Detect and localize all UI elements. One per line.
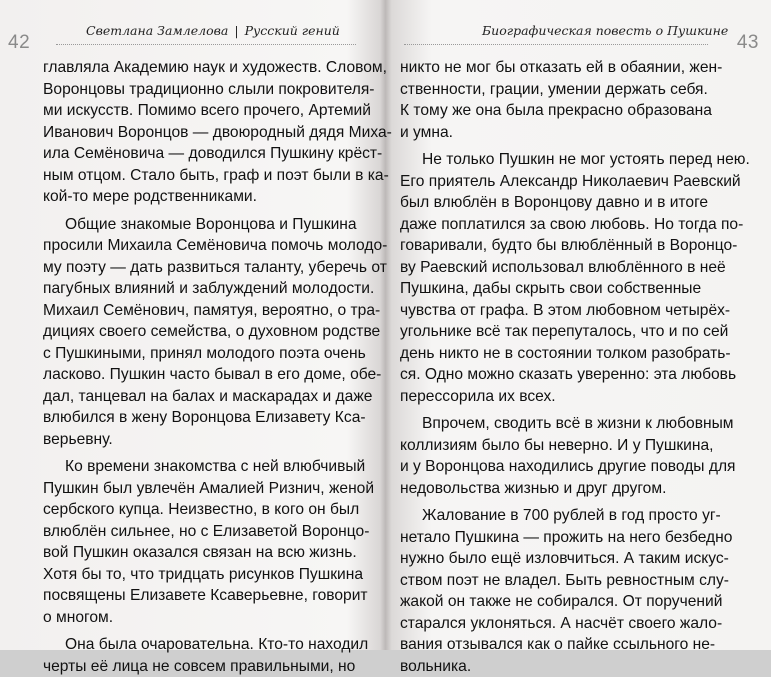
text-line: жакой он также не собирался. От поручений bbox=[400, 591, 720, 613]
text-line: ным отцом. Стало быть, граф и поэт были в ка- bbox=[43, 165, 363, 187]
text-line: влюбился в жену Воронцова Елизавету Кса- bbox=[43, 407, 363, 429]
text-line: нужно было ещё изловчиться. А таким искус- bbox=[400, 548, 720, 570]
text-line: Жалование в 700 рублей в год просто уг- bbox=[400, 505, 720, 527]
running-head: Биографическая повесть о Пушкине bbox=[482, 23, 728, 38]
left-page bbox=[0, 0, 382, 650]
text-line: и у Воронцова находились другие поводы для bbox=[400, 456, 720, 478]
text-line: вой Пушкин оказался связан на всю жизнь. bbox=[43, 542, 363, 564]
running-head-title: Русский гений bbox=[245, 23, 340, 38]
text-line: Михаил Семёнович, памятуя, вероятно, о тра- bbox=[43, 300, 363, 322]
page-number: 42 bbox=[8, 32, 30, 54]
text-line: старался уклоняться. А насчёт своего жало- bbox=[400, 613, 720, 635]
header-rule bbox=[56, 44, 356, 45]
text-line: главляла Академию наук и художеств. Словом, bbox=[43, 57, 363, 79]
text-line: ся. Одно можно сказать уверенно: эта любовь bbox=[400, 364, 720, 386]
running-head bbox=[86, 23, 340, 38]
text-line: ственности, грации, умении держать себя. bbox=[400, 79, 720, 101]
page-number: 43 bbox=[737, 32, 759, 54]
text-line: и умна. bbox=[400, 122, 720, 144]
text-line: верьевну. bbox=[43, 429, 363, 451]
text-line: никто не мог бы отказать ей в обаянии, жен- bbox=[400, 57, 720, 79]
text-line: Пушкина, дабы скрыть свои собственные bbox=[400, 278, 720, 300]
text-line: нетало Пушкина — прожить на него безбедно bbox=[400, 527, 720, 549]
text-line: Пушкин был увлечён Амалией Ризнич, женой bbox=[43, 478, 363, 500]
text-line: дал, танцевал на балах и маскарадах и даже bbox=[43, 386, 363, 408]
text-line: Иванович Воронцов — двоюродный дядя Миха- bbox=[43, 122, 363, 144]
paragraph bbox=[400, 413, 720, 499]
text-line: с Пушкиными, принял молодого поэта очень bbox=[43, 343, 363, 365]
text-line: ми искусств. Помимо всего прочего, Артемий bbox=[43, 100, 363, 122]
text-line: посвящены Елизавете Ксаверьевне, говорит bbox=[43, 585, 363, 607]
text-line: Ко времени знакомства с ней влюбчивый bbox=[43, 456, 363, 478]
text-line: ласково. Пушкин часто бывал в его доме, обе- bbox=[43, 364, 363, 386]
paragraph bbox=[43, 456, 363, 628]
text-line: ила Семёновича — доводился Пушкину крёст- bbox=[43, 143, 363, 165]
paragraph bbox=[43, 214, 363, 451]
text-line: Не только Пушкин не мог устоять перед нею. bbox=[400, 149, 720, 171]
text-line: Воронцовы традиционно слыли покровителя- bbox=[43, 79, 363, 101]
text-line: черты её лица не совсем правильными, но bbox=[43, 656, 363, 677]
running-head-author: Светлана Замлелова bbox=[86, 23, 228, 38]
text-line: вольника. bbox=[400, 656, 720, 677]
paragraph bbox=[400, 505, 720, 677]
text-line: К тому же она была прекрасно образована bbox=[400, 100, 720, 122]
text-line: Впрочем, сводить всё в жизни к любовным bbox=[400, 413, 720, 435]
body-text bbox=[43, 57, 363, 677]
paragraph bbox=[400, 149, 720, 407]
text-line: недовольства жизнью и друг другом. bbox=[400, 478, 720, 500]
text-line: угольнике всё так перепуталось, что и по сей bbox=[400, 321, 720, 343]
text-line: Она была очаровательна. Кто-то находил bbox=[43, 634, 363, 656]
text-line: влюблён сильнее, но с Елизаветой Воронцо- bbox=[43, 521, 363, 543]
text-line: коллизиям было бы неверно. И у Пушкина, bbox=[400, 435, 720, 457]
running-head-separator: | bbox=[234, 23, 238, 38]
text-line: пагубных влияний и заблуждений молодости. bbox=[43, 278, 363, 300]
text-line: Хотя бы то, что тридцать рисунков Пушкина bbox=[43, 564, 363, 586]
text-line: перессорила их всех. bbox=[400, 386, 720, 408]
text-line: вания отзывался как о пайке ссыльного не- bbox=[400, 634, 720, 656]
paragraph bbox=[400, 57, 720, 143]
text-line: кой-то мере родственниками. bbox=[43, 186, 363, 208]
text-line: дициях своего семейства, о духовном родстве bbox=[43, 321, 363, 343]
text-line: был влюблён в Воронцову давно и в итоге bbox=[400, 192, 720, 214]
text-line: ву Раевский использовал влюблённого в неё bbox=[400, 257, 720, 279]
body-text bbox=[400, 57, 720, 677]
text-line: Его приятель Александр Николаевич Раевский bbox=[400, 171, 720, 193]
text-line: просили Михаила Семёновича помочь молодо- bbox=[43, 235, 363, 257]
text-line: ством поэт не владел. Быть ревностным слу- bbox=[400, 570, 720, 592]
text-line: сербского купца. Неизвестно, в кого он был bbox=[43, 499, 363, 521]
header-rule bbox=[404, 44, 708, 45]
text-line: даже поплатился за свою любовь. Но тогда по- bbox=[400, 214, 720, 236]
text-line: день никто не в состоянии толком разобрать- bbox=[400, 343, 720, 365]
paragraph bbox=[43, 634, 363, 677]
text-line: Общие знакомые Воронцова и Пушкина bbox=[43, 214, 363, 236]
text-line: чувства от графа. В этом любовном четырёх- bbox=[400, 300, 720, 322]
text-line: о многом. bbox=[43, 607, 363, 629]
paragraph bbox=[43, 57, 363, 208]
right-page bbox=[388, 0, 771, 650]
text-line: му поэту — дать развиться таланту, уберечь от bbox=[43, 257, 363, 279]
text-line: говаривали, будто бы влюблённый в Воронцо- bbox=[400, 235, 720, 257]
